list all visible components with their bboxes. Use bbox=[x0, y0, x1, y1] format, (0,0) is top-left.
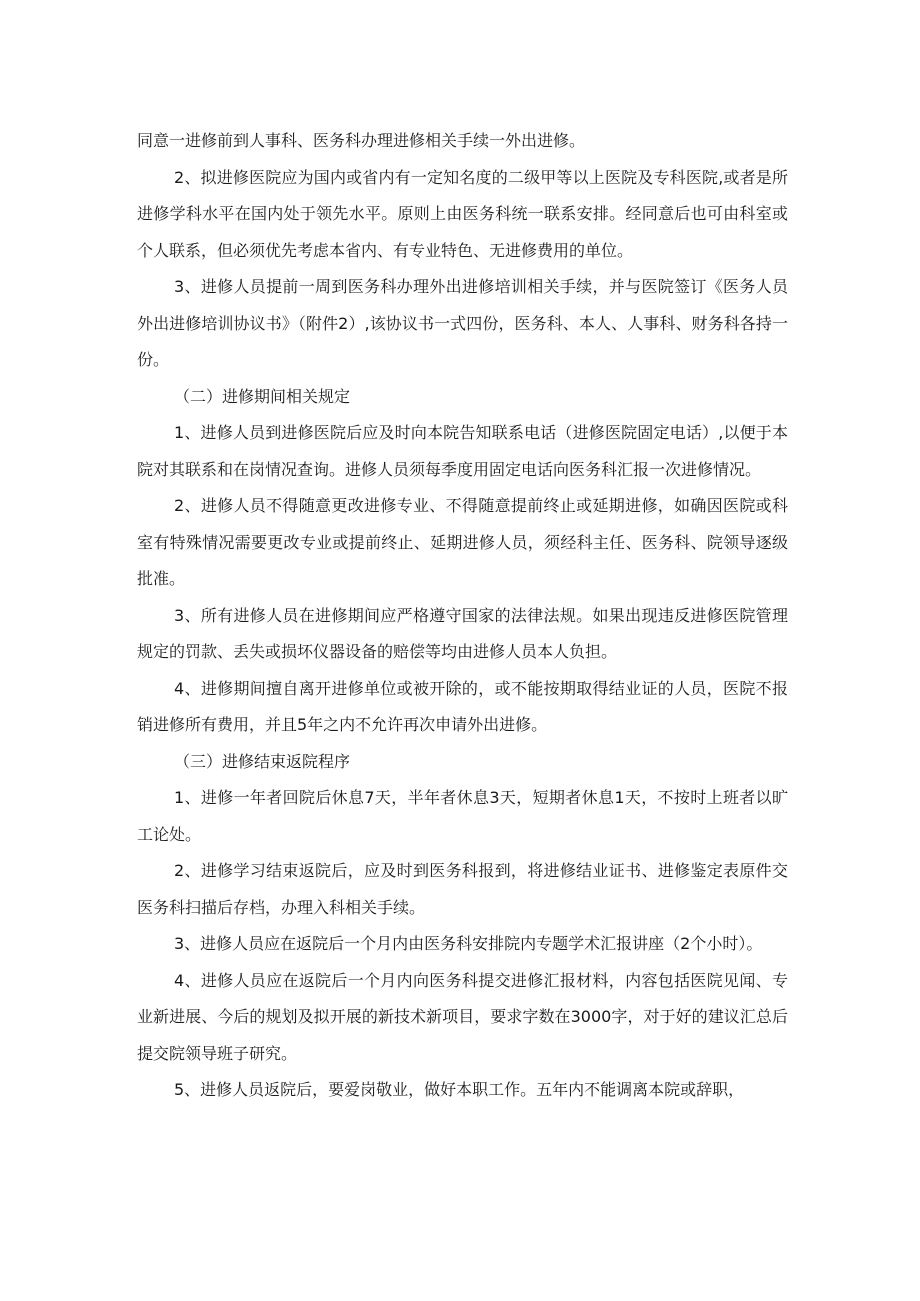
paragraph-item-3: 3、进修人员提前一周到医务科办理外出进修培训相关手续，并与医院签订《医务人员外出进修培训协议书》（附件2）,该协议书一式四份，医务科、本人、人事科、财务科各持一份。 bbox=[137, 277, 788, 369]
paragraph-item-2: 2、进修人员不得随意更改进修专业、不得随意提前终止或延期进修，如确因医院或科室有特殊情况需要更改专业或提前终止、延期进修人员，须经科主任、医务科、院领导逐级批准。 bbox=[137, 496, 788, 588]
paragraph-item-5: 5、进修人员返院后，要爱岗敬业，做好本职工作。五年内不能调离本院或辞职， bbox=[174, 1080, 745, 1099]
section-heading-2: （二）进修期间相关规定 bbox=[174, 386, 351, 406]
paragraph-item-4: 4、进修人员应在返院后一个月内向医务科提交进修汇报材料，内容包括医院见闻、专业新进展、今后的规划及拟开展的新技术新项目，要求字数在3000字，对于好的建议汇总后提交院领导班子研究。 bbox=[137, 970, 788, 1063]
paragraph-item-2: 2、进修学习结束返院后，应及时到医务科报到，将进修结业证书、进修鉴定表原件交医务科扫描后存档，办理入科相关手续。 bbox=[137, 861, 788, 917]
paragraph-item-3: 3、所有进修人员在进修期间应严格遵守国家的法律法规。如果出现违反进修医院管理规定的罚款、丢失或损坏仪器设备的赔偿等均由进修人员本人负担。 bbox=[137, 605, 788, 661]
paragraph-continuation: 同意一进修前到人事科、医务科办理进修相关手续一外出进修。 bbox=[137, 131, 586, 150]
paragraph-item-1: 1、进修一年者回院后休息7天，半年者休息3天，短期者休息1天，不按时上班者以旷工论处。 bbox=[137, 788, 788, 844]
paragraph-item-3: 3、进修人员应在返院后一个月内由医务科安排院内专题学术汇报讲座（2个小时）。 bbox=[174, 934, 763, 953]
section-heading-3: （三）进修结束返院程序 bbox=[174, 751, 351, 771]
paragraph-item-2: 2、拟进修医院应为国内或省内有一定知名度的二级甲等以上医院及专科医院,或者是所进修学科水平在国内处于领先水平。原则上由医务科统一联系安排。经同意后也可由科室或个人联系，但必须优先考虑本省内、有专业特色、无进修费用的单位。 bbox=[137, 167, 788, 260]
paragraph-item-4: 4、进修期间擅自离开进修单位或被开除的，或不能按期取得结业证的人员，医院不报销进修所有费用，并且5年之内不允许再次申请外出进修。 bbox=[137, 678, 788, 734]
paragraph-item-1: 1、进修人员到进修医院后应及时向本院告知联系电话（进修医院固定电话）,以便于本院对其联系和在岗情况查询。进修人员须每季度用固定电话向医务科汇报一次进修情况。 bbox=[137, 423, 788, 479]
